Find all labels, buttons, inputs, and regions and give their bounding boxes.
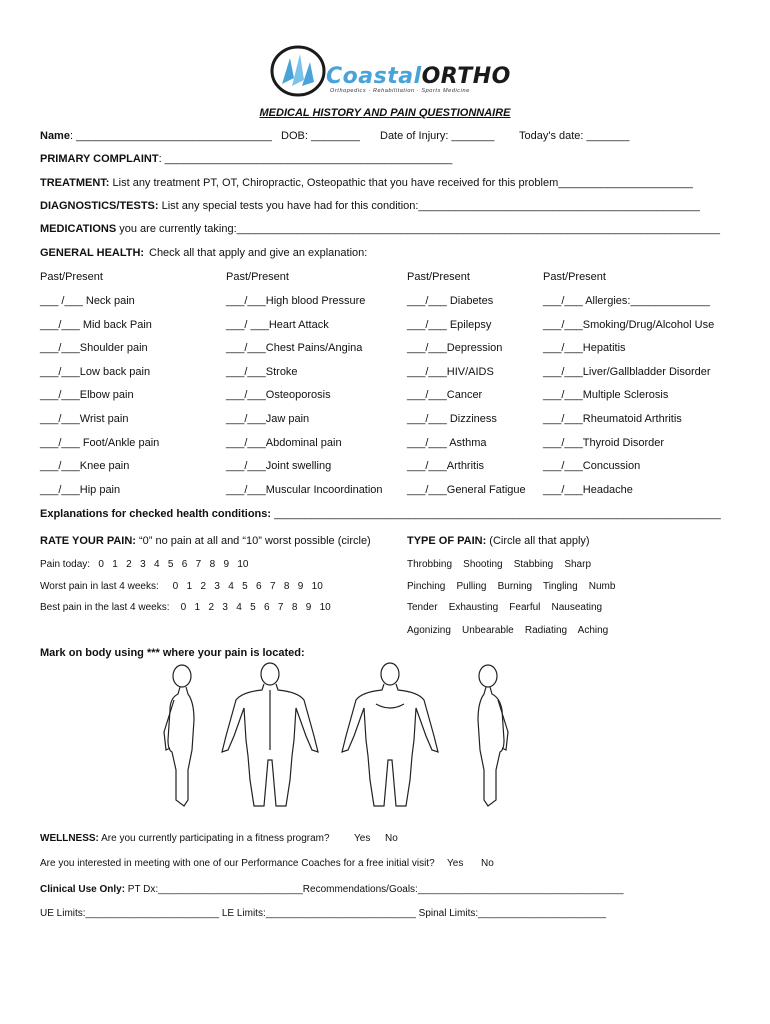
treatment-label: TREATMENT: — [40, 177, 110, 189]
clinical-use-label: Clinical Use Only: — [40, 884, 126, 895]
mark-body-label: Mark on body using *** where your pain is located: — [40, 647, 305, 659]
primary-complaint-row[interactable] — [40, 153, 452, 165]
general-health-row — [40, 247, 144, 259]
best-pain-scale[interactable] — [40, 602, 331, 613]
explanations-row[interactable] — [40, 508, 721, 520]
condition-item[interactable]: ___/___Low back pain — [40, 365, 151, 378]
explanations-label: Explanations for checked health conditions: — [40, 508, 272, 520]
wellness-yes-option[interactable]: Yes — [354, 833, 371, 844]
condition-item[interactable]: ___/___Arthritis — [407, 460, 485, 473]
body-back-figure[interactable] — [222, 663, 318, 806]
coaches-yes-option[interactable]: Yes — [447, 858, 464, 869]
mark-body-instruction — [40, 647, 305, 659]
logo-word-ortho: ORTHO — [421, 64, 511, 89]
column-header: Past/Present — [407, 271, 470, 283]
condition-item[interactable]: ___/___Joint swelling — [226, 460, 332, 473]
condition-item[interactable]: ___/___Hepatitis — [543, 342, 626, 355]
worst-pain-scale[interactable] — [40, 581, 323, 592]
rate-pain-heading — [40, 535, 371, 547]
condition-item[interactable]: ___/___Knee pain — [40, 460, 130, 473]
rate-pain-label: RATE YOUR PAIN: — [40, 535, 136, 547]
condition-item[interactable]: ___/___Shoulder pain — [40, 342, 148, 355]
primary-complaint-line[interactable]: : _______________________________________________ — [158, 153, 453, 165]
clinic-logo — [268, 44, 511, 98]
explanations-line[interactable]: _________________________________________________________________________ — [271, 508, 721, 520]
name-field[interactable]: : ________________________________ — [69, 130, 272, 142]
condition-item[interactable]: ___/___Rheumatoid Arthritis — [543, 413, 682, 425]
pain-today-scale[interactable] — [40, 559, 248, 570]
scale-label: Best pain in the last 4 weeks: — [40, 602, 170, 613]
type-pain-label: TYPE OF PAIN: — [407, 535, 487, 547]
clinical-use-row[interactable] — [40, 884, 624, 895]
condition-item[interactable]: ___/___Muscular Incoordination — [226, 483, 383, 496]
patient-info-row — [40, 130, 272, 142]
dob-field[interactable]: DOB: ________ — [281, 130, 360, 142]
condition-item[interactable]: ___/___Elbow pain — [40, 389, 134, 402]
scale-numbers[interactable]: 0 1 2 3 4 5 6 7 8 9 10 — [98, 559, 249, 570]
general-health-instruction: Check all that apply and give an explanation: — [149, 247, 368, 259]
scale-numbers[interactable]: 0 1 2 3 4 5 6 7 8 9 10 — [180, 602, 331, 613]
pain-type-options[interactable]: Throbbing Shooting Stabbing Sharp — [407, 559, 592, 570]
condition-item[interactable]: ___/___Chest Pains/Angina — [226, 342, 363, 355]
condition-item[interactable]: ___/___HIV/AIDS — [407, 365, 494, 378]
pain-type-options[interactable]: Tender Exhausting Fearful Nauseating — [407, 602, 603, 613]
coaches-no-option[interactable]: No — [481, 858, 494, 869]
form-title: MEDICAL HISTORY AND PAIN QUESTIONNAIRE — [259, 107, 511, 119]
condition-item[interactable]: ___/___Osteoporosis — [226, 389, 331, 402]
treatment-text[interactable]: List any treatment PT, OT, Chiropractic, Osteopathic that you have received for this problem______________________ — [109, 177, 693, 189]
condition-item[interactable]: ___ /___ Neck pain — [40, 295, 135, 307]
todays-date-field[interactable]: Today's date: _______ — [519, 130, 630, 142]
condition-item[interactable]: ___/___Depression — [407, 342, 503, 355]
condition-item[interactable]: ___/___Multiple Sclerosis — [543, 389, 669, 402]
medications-label: MEDICATIONS — [40, 223, 117, 235]
condition-item[interactable]: ___/___Smoking/Drug/Alcohol Use — [543, 318, 715, 331]
wellness-question: Are you currently participating in a fitness program? — [98, 833, 330, 844]
pain-type-options[interactable]: Agonizing Unbearable Radiating Aching — [407, 625, 609, 636]
scale-label: Pain today: — [40, 559, 91, 570]
logo-tagline: Orthopedics · Rehabilitation · Sports Medicine — [330, 88, 470, 94]
condition-item[interactable]: ___/___ Dizziness — [407, 413, 497, 425]
scale-label: Worst pain in last 4 weeks: — [40, 581, 159, 592]
treatment-row[interactable] — [40, 177, 693, 189]
condition-item[interactable]: ___/___ Epilepsy — [407, 318, 492, 331]
condition-item[interactable]: ___/___Abdominal pain — [226, 436, 342, 449]
diagnostics-row[interactable] — [40, 200, 700, 212]
general-health-label: GENERAL HEALTH: — [40, 247, 145, 259]
condition-item[interactable]: ___/___Headache — [543, 483, 633, 496]
medications-text[interactable]: you are currently taking:_______________________________________________________________________________ — [116, 223, 720, 235]
condition-item[interactable]: ___/___ Foot/Ankle pain — [40, 436, 160, 449]
condition-item[interactable]: ___/ ___Heart Attack — [226, 318, 329, 331]
body-diagram[interactable] — [150, 660, 530, 810]
primary-complaint-label: PRIMARY COMPLAINT — [40, 153, 159, 165]
type-pain-heading — [407, 535, 590, 547]
wellness-row — [40, 833, 330, 844]
date-of-injury-field[interactable]: Date of Injury: _______ — [380, 130, 495, 142]
condition-item[interactable]: ___/___Thyroid Disorder — [543, 436, 665, 449]
name-label: Name — [40, 130, 70, 142]
clinical-use-fields[interactable]: PT Dx:__________________________Recommendations/Goals:_____________________________________ — [125, 884, 624, 895]
body-side-left-figure[interactable] — [164, 665, 194, 806]
condition-item[interactable]: ___/___Liver/Gallbladder Disorder — [543, 365, 711, 378]
type-pain-instruction: (Circle all that apply) — [486, 535, 590, 547]
diagnostics-text[interactable]: List any special tests you have had for this condition:______________________________________________ — [158, 200, 700, 212]
condition-item[interactable]: ___/___Jaw pain — [226, 413, 310, 425]
medications-row[interactable] — [40, 223, 720, 235]
diagnostics-label: DIAGNOSTICS/TESTS: — [40, 200, 159, 212]
condition-item[interactable]: ___/___ Asthma — [407, 436, 487, 449]
body-side-right-figure[interactable] — [478, 665, 508, 806]
condition-item[interactable]: ___/___General Fatigue — [407, 483, 526, 496]
logo-emblem-icon — [268, 44, 328, 98]
column-header: Past/Present — [226, 271, 289, 283]
condition-item[interactable]: ___/___Hip pain — [40, 483, 121, 496]
condition-item[interactable]: ___/___Cancer — [407, 389, 483, 402]
condition-item[interactable]: ___/___Concussion — [543, 460, 641, 473]
scale-numbers[interactable]: 0 1 2 3 4 5 6 7 8 9 10 — [172, 581, 323, 592]
pain-type-options[interactable]: Pinching Pulling Burning Tingling Numb — [407, 581, 616, 592]
body-front-figure[interactable] — [342, 663, 438, 806]
coaches-question: Are you interested in meeting with one of our Performance Coaches for a free initial visit? — [40, 858, 435, 869]
condition-item[interactable]: ___/___ Diabetes — [407, 295, 494, 307]
condition-item[interactable]: ___/___Wrist pain — [40, 413, 129, 425]
wellness-no-option[interactable]: No — [385, 833, 398, 844]
rate-pain-instruction: “0” no pain at all and “10” worst possible (circle) — [135, 535, 371, 547]
column-header: Past/Present — [40, 271, 103, 283]
wellness-label: WELLNESS: — [40, 833, 99, 844]
logo-wordmark — [326, 64, 511, 89]
condition-item[interactable]: ___/___Stroke — [226, 365, 298, 378]
column-header: Past/Present — [543, 271, 606, 283]
limits-row[interactable]: UE Limits:________________________ LE Limits:___________________________ Spinal Limits:_______________________ — [40, 908, 607, 919]
condition-item[interactable]: ___/___ Mid back Pain — [40, 318, 152, 331]
logo-word-coastal: Coastal — [326, 64, 422, 89]
condition-item[interactable]: ___/___ Allergies:_____________ — [543, 295, 710, 307]
condition-item[interactable]: ___/___High blood Pressure — [226, 295, 366, 307]
